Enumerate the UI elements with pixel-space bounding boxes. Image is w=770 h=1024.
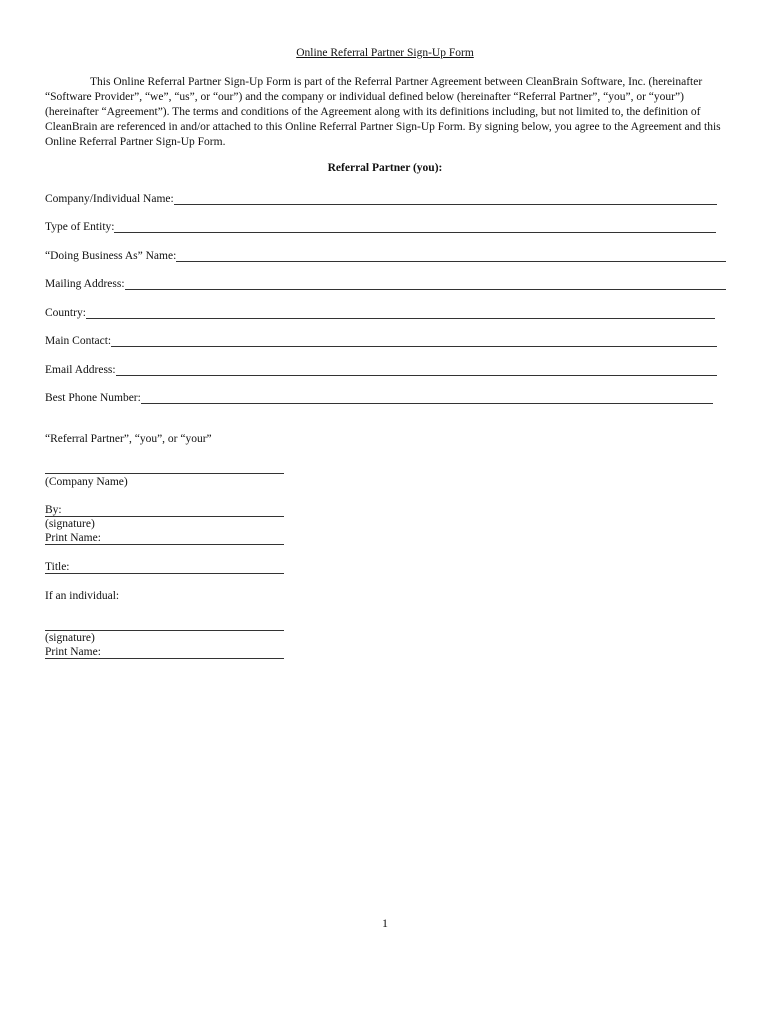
field-label: Main Contact:: [45, 335, 112, 347]
page-number: 1: [382, 916, 388, 930]
country-field[interactable]: [45, 304, 715, 320]
field-label: Company/Individual Name:: [45, 193, 174, 205]
party-label: “Referral Partner”, “you”, or “your”: [45, 433, 212, 445]
company-name-caption: (Company Name): [45, 476, 128, 488]
by-label: By:: [45, 504, 62, 516]
mailing-address-input-line[interactable]: [125, 277, 726, 290]
main-contact-input-line[interactable]: [111, 334, 717, 347]
title-line[interactable]: [45, 573, 284, 574]
mailing-address-field[interactable]: [45, 275, 726, 291]
main-contact-field[interactable]: [45, 332, 717, 348]
email-address-input-line[interactable]: [116, 363, 717, 376]
print-name-label: Print Name:: [45, 532, 101, 544]
title-label: Title:: [45, 561, 70, 573]
phone-number-input-line[interactable]: [141, 391, 713, 404]
intro-paragraph: This Online Referral Partner Sign-Up Form is part of the Referral Partner Agreement between CleanBrain Software, Inc. (hereinafter “Software Provider”, “we”, “us”, or “our”) and the company or individual defined below (hereinafter “Referral Partner”, “you”, or “your”) (hereinafter “Agreement”). The terms and conditions of the Agreement along with its definitions including, but not limited to, the definition of CleanBrain are referenced in and/or attached to this Online Referral Partner Sign-Up Form. By signing below, you agree to the Agreement and this Online Referral Partner Sign-Up Form.: [45, 76, 721, 148]
dba-name-input-line[interactable]: [176, 249, 726, 262]
field-label: Best Phone Number:: [45, 392, 141, 404]
individual-signature-caption: (signature): [45, 632, 95, 644]
entity-type-field[interactable]: [45, 218, 716, 234]
entity-type-input-line[interactable]: [114, 220, 716, 233]
field-label: Mailing Address:: [45, 278, 125, 290]
individual-label: If an individual:: [45, 590, 120, 602]
field-label: Country:: [45, 307, 86, 319]
signature-caption: (signature): [45, 518, 95, 530]
form-title: Online Referral Partner Sign-Up Form: [296, 47, 474, 59]
field-label: Email Address:: [45, 364, 116, 376]
phone-number-field[interactable]: [45, 389, 713, 405]
email-address-field[interactable]: [45, 361, 717, 377]
country-input-line[interactable]: [86, 306, 715, 319]
section-heading: Referral Partner (you):: [327, 162, 443, 174]
individual-print-name-line[interactable]: [45, 658, 284, 659]
company-name-field[interactable]: [45, 190, 717, 206]
field-label: “Doing Business As” Name:: [45, 250, 177, 262]
dba-name-field[interactable]: [45, 247, 726, 263]
individual-print-name-label: Print Name:: [45, 646, 101, 658]
company-name-signature-line[interactable]: [45, 473, 284, 474]
print-name-line[interactable]: [45, 544, 284, 545]
company-name-input-line[interactable]: [174, 192, 717, 205]
field-label: Type of Entity:: [45, 221, 115, 233]
